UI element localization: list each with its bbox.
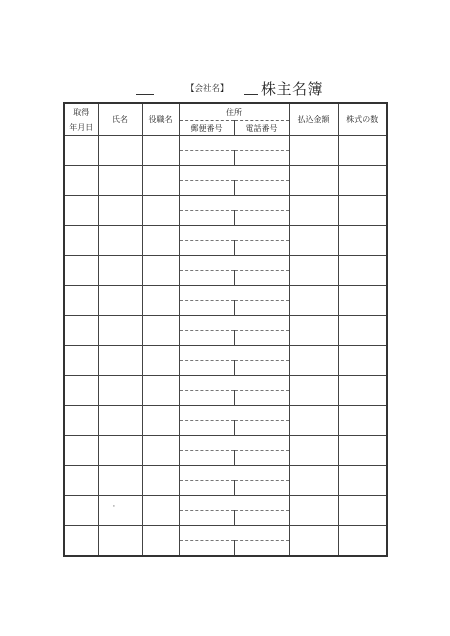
name-cell[interactable] [98, 196, 142, 226]
shares-cell[interactable] [338, 226, 387, 256]
register-body [64, 136, 387, 557]
acquisition-date-cell[interactable] [64, 166, 98, 196]
name-cell[interactable] [98, 376, 142, 406]
company-name-label: 【会社名】 [186, 84, 229, 94]
paid-amount-cell[interactable] [289, 226, 338, 256]
position-cell[interactable] [142, 346, 179, 376]
name-cell[interactable] [98, 256, 142, 286]
phone-cell[interactable] [234, 211, 289, 226]
address-header: 住所 [179, 103, 289, 121]
position-cell[interactable] [142, 376, 179, 406]
name-cell[interactable] [98, 466, 142, 496]
paid-amount-cell[interactable] [289, 376, 338, 406]
postal-code-cell[interactable] [179, 271, 234, 286]
postal-code-cell[interactable] [179, 481, 234, 496]
address-cell[interactable] [179, 436, 289, 451]
shares-cell[interactable] [338, 526, 387, 557]
address-cell[interactable] [179, 376, 289, 391]
table-row [64, 496, 387, 511]
acquisition-header-line1: 取得 [73, 107, 90, 117]
name-cell[interactable] [98, 406, 142, 436]
acquisition-date-cell[interactable] [64, 526, 98, 557]
phone-cell[interactable] [234, 301, 289, 316]
address-cell[interactable] [179, 466, 289, 481]
position-cell[interactable] [142, 286, 179, 316]
table-row [64, 286, 387, 301]
acquisition-date-header [64, 103, 98, 136]
paid-amount-cell[interactable] [289, 136, 338, 166]
table-row [64, 196, 387, 211]
page-title: 株主名簿 [261, 80, 324, 98]
table-row [64, 526, 387, 541]
table-row [64, 406, 387, 421]
shares-cell[interactable] [338, 496, 387, 526]
phone-header: 電話番号 [234, 121, 289, 136]
phone-cell[interactable] [234, 361, 289, 376]
name-cell[interactable] [98, 526, 142, 557]
table-row [64, 436, 387, 451]
position-cell[interactable] [142, 316, 179, 346]
shareholder-register-table [63, 102, 388, 557]
name-cell[interactable] [98, 136, 142, 166]
acquisition-date-cell[interactable] [64, 226, 98, 256]
table-row [64, 226, 387, 241]
name-cell[interactable] [98, 166, 142, 196]
shares-cell[interactable] [338, 196, 387, 226]
shares-cell[interactable] [338, 376, 387, 406]
acquisition-date-cell[interactable] [64, 196, 98, 226]
address-cell[interactable] [179, 286, 289, 301]
title-blank-line [244, 94, 258, 95]
address-cell[interactable] [179, 526, 289, 541]
postal-code-cell[interactable] [179, 241, 234, 256]
paid-amount-cell[interactable] [289, 436, 338, 466]
acquisition-date-cell[interactable] [64, 316, 98, 346]
position-cell[interactable] [142, 136, 179, 166]
postal-code-cell[interactable] [179, 451, 234, 466]
shares-cell[interactable] [338, 166, 387, 196]
acquisition-date-cell[interactable] [64, 256, 98, 286]
address-cell[interactable] [179, 406, 289, 421]
acquisition-date-cell[interactable] [64, 286, 98, 316]
paid-amount-cell[interactable] [289, 286, 338, 316]
position-cell[interactable] [142, 496, 179, 526]
table-row [64, 316, 387, 331]
postal-code-cell[interactable] [179, 421, 234, 436]
paid-amount-cell[interactable] [289, 256, 338, 286]
position-cell[interactable] [142, 406, 179, 436]
acquisition-header-line2: 年月日 [69, 122, 94, 132]
name-cell[interactable] [98, 226, 142, 256]
shares-cell[interactable] [338, 316, 387, 346]
name-cell[interactable] [98, 346, 142, 376]
phone-cell[interactable] [234, 511, 289, 526]
table-row [64, 346, 387, 361]
paid-amount-cell[interactable] [289, 526, 338, 557]
name-cell[interactable] [98, 496, 142, 526]
address-cell[interactable] [179, 496, 289, 511]
paid-amount-cell[interactable] [289, 166, 338, 196]
paid-amount-cell[interactable] [289, 466, 338, 496]
shares-cell[interactable] [338, 256, 387, 286]
position-cell[interactable] [142, 466, 179, 496]
paid-amount-cell[interactable] [289, 496, 338, 526]
phone-cell[interactable] [234, 241, 289, 256]
position-header: 役職名 [142, 103, 179, 136]
phone-cell[interactable] [234, 391, 289, 406]
acquisition-date-cell[interactable] [64, 496, 98, 526]
table-row [64, 466, 387, 481]
postal-code-cell[interactable] [179, 391, 234, 406]
phone-cell[interactable] [234, 151, 289, 166]
name-cell[interactable] [98, 436, 142, 466]
postal-code-cell[interactable] [179, 181, 234, 196]
phone-cell[interactable] [234, 271, 289, 286]
shares-cell[interactable] [338, 346, 387, 376]
position-cell[interactable] [142, 166, 179, 196]
address-cell[interactable] [179, 346, 289, 361]
company-blank-line [136, 94, 154, 95]
paid-amount-header: 払込金額 [289, 103, 338, 136]
header-row [64, 103, 387, 121]
postal-code-cell[interactable] [179, 361, 234, 376]
phone-cell[interactable] [234, 331, 289, 346]
postal-code-cell[interactable] [179, 211, 234, 226]
paid-amount-cell[interactable] [289, 346, 338, 376]
phone-cell[interactable] [234, 541, 289, 557]
stray-mark: ' [113, 505, 115, 512]
address-cell[interactable] [179, 196, 289, 211]
position-cell[interactable] [142, 196, 179, 226]
acquisition-date-cell[interactable] [64, 376, 98, 406]
acquisition-date-cell[interactable] [64, 466, 98, 496]
phone-cell[interactable] [234, 481, 289, 496]
acquisition-date-cell[interactable] [64, 406, 98, 436]
phone-cell[interactable] [234, 181, 289, 196]
position-cell[interactable] [142, 226, 179, 256]
paid-amount-cell[interactable] [289, 406, 338, 436]
table-row [64, 166, 387, 181]
postal-code-cell[interactable] [179, 541, 234, 557]
address-cell[interactable] [179, 316, 289, 331]
postal-code-cell[interactable] [179, 511, 234, 526]
table-row [64, 256, 387, 271]
shares-cell[interactable] [338, 406, 387, 436]
address-cell[interactable] [179, 256, 289, 271]
postal-code-header: 郵便番号 [179, 121, 234, 136]
table-row [64, 376, 387, 391]
phone-cell[interactable] [234, 451, 289, 466]
shares-cell[interactable] [338, 286, 387, 316]
shares-cell[interactable] [338, 436, 387, 466]
name-cell[interactable] [98, 286, 142, 316]
paid-amount-cell[interactable] [289, 316, 338, 346]
name-cell[interactable] [98, 316, 142, 346]
address-cell[interactable] [179, 166, 289, 181]
acquisition-date-cell[interactable] [64, 136, 98, 166]
postal-code-cell[interactable] [179, 301, 234, 316]
acquisition-date-cell[interactable] [64, 436, 98, 466]
phone-cell[interactable] [234, 421, 289, 436]
position-cell[interactable] [142, 526, 179, 557]
document-title [0, 78, 450, 98]
position-cell[interactable] [142, 256, 179, 286]
shares-header: 株式の数 [338, 103, 387, 136]
acquisition-date-cell[interactable] [64, 346, 98, 376]
table-row [64, 136, 387, 151]
postal-code-cell[interactable] [179, 151, 234, 166]
address-cell[interactable] [179, 226, 289, 241]
postal-code-cell[interactable] [179, 331, 234, 346]
shares-cell[interactable] [338, 136, 387, 166]
position-cell[interactable] [142, 436, 179, 466]
address-cell[interactable] [179, 136, 289, 151]
shares-cell[interactable] [338, 466, 387, 496]
paid-amount-cell[interactable] [289, 196, 338, 226]
name-header: 氏名 [98, 103, 142, 136]
